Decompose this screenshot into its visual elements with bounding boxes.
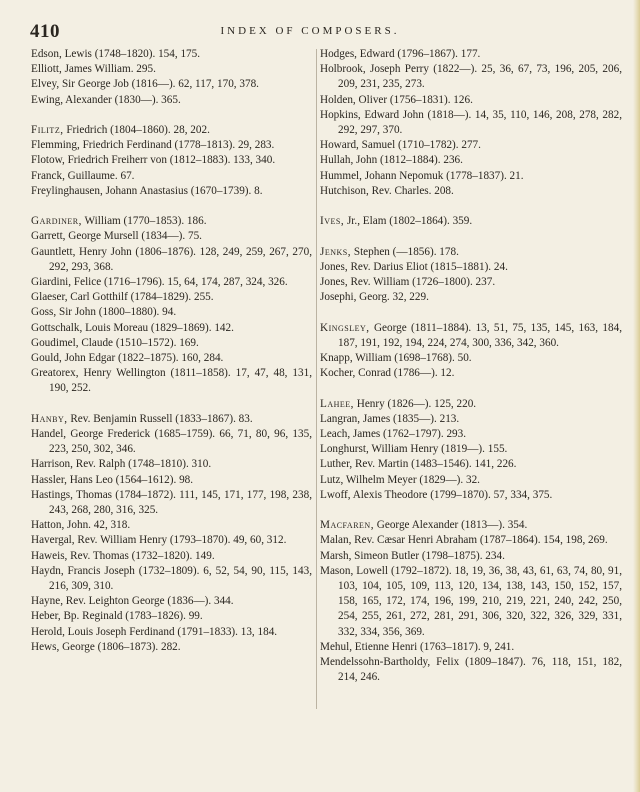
index-entry: [31, 518, 312, 533]
index-entry: [320, 108, 622, 138]
index-entry: [320, 412, 622, 427]
entry-text: Hayne, Rev. Leighton George (1836—). 344.: [31, 595, 234, 608]
entry-text: Elliott, James William. 295.: [31, 63, 156, 76]
entry-text: Rev. Benjamin Russell (1833–1867). 83.: [67, 412, 253, 425]
entry-text: Knapp, William (1698–1768). 50.: [320, 352, 472, 365]
letter-gap: [31, 397, 312, 412]
index-entry: [31, 229, 312, 244]
index-entry: [31, 457, 312, 472]
entry-text: Hodges, Edward (1796–1867). 177.: [320, 48, 481, 60]
entry-text: Jr., Elam (1802–1864). 359.: [344, 215, 473, 228]
letter-lead: Ives,: [320, 215, 345, 228]
entry-text: Josephi, Georg. 32, 229.: [320, 291, 429, 304]
index-entry: [31, 62, 312, 77]
index-entry: [31, 290, 312, 305]
index-entry: [31, 47, 312, 62]
index-entry: [320, 427, 622, 442]
entry-text: Gauntlett, Henry John (1806–1876). 128, 249, 259, 267, 270, 292, 293, 368.: [31, 245, 312, 273]
entry-text: Flemming, Friedrich Ferdinand (1778–1813). 29, 283.: [31, 139, 275, 152]
index-entry: [320, 442, 622, 457]
letter-gap: [31, 199, 312, 214]
entry-text: Glaeser, Carl Gotthilf (1784–1829). 255.: [31, 291, 214, 304]
entry-text: Lutz, Wilhelm Meyer (1829—). 32.: [320, 473, 480, 486]
entry-text: Lwoff, Alexis Theodore (1799–1870). 57, 334, 375.: [320, 488, 553, 501]
entry-text: Luther, Rev. Martin (1483–1546). 141, 226.: [320, 458, 517, 471]
index-entry: [320, 290, 622, 305]
entry-text: Jones, Rev. Darius Eliot (1815–1881). 24.: [320, 260, 508, 273]
index-entry: [320, 457, 622, 472]
index-entry: [320, 640, 622, 655]
index-entry: [320, 184, 622, 199]
index-entry: [320, 488, 622, 503]
entry-text: Freylinghausen, Johann Anastasius (1670–1739). 8.: [31, 184, 263, 197]
entry-text: Harrison, Rev. Ralph (1748–1810). 310.: [31, 458, 212, 471]
entry-text: Howard, Samuel (1710–1782). 277.: [320, 139, 481, 152]
left-column: [31, 47, 312, 655]
page-title: INDEX OF COMPOSERS.: [220, 25, 400, 37]
entry-text: Flotow, Friedrich Freiherr von (1812–1883). 133, 340.: [31, 154, 276, 167]
index-columns: [31, 47, 631, 727]
index-entry: [320, 518, 622, 533]
entry-text: Hews, George (1806–1873). 282.: [31, 640, 181, 653]
index-entry: [31, 214, 312, 229]
index-entry: [31, 275, 312, 290]
entry-text: Herold, Louis Joseph Ferdinand (1791–1833). 13, 184.: [31, 625, 278, 638]
page-number: 410: [30, 21, 60, 42]
letter-lead: Filitz,: [31, 124, 64, 136]
letter-lead: Kingsley,: [320, 321, 370, 334]
entry-text: Hastings, Thomas (1784–1872). 111, 145, 171, 177, 198, 238, 243, 268, 280, 316, 325.: [31, 488, 312, 517]
entry-text: Marsh, Simeon Butler (1798–1875). 234.: [320, 549, 505, 562]
index-entry: [320, 473, 622, 488]
letter-lead: Gardiner,: [31, 215, 82, 228]
index-entry: [320, 260, 622, 275]
entry-text: Goudimel, Claude (1510–1572). 169.: [31, 336, 199, 349]
index-entry: [320, 214, 622, 229]
index-entry: [320, 366, 622, 381]
index-entry: [31, 77, 312, 92]
entry-text: Greatorex, Henry Wellington (1811–1858). 17, 47, 48, 131, 190, 252.: [31, 367, 312, 395]
index-entry: [320, 138, 622, 153]
index-entry: [320, 655, 622, 685]
index-entry: [320, 153, 622, 168]
letter-lead: Jenks,: [320, 245, 352, 258]
index-entry: [31, 488, 312, 518]
entry-text: Jones, Rev. William (1726–1800). 237.: [320, 276, 496, 289]
entry-text: Friedrich (1804–1860). 28, 202.: [63, 124, 210, 136]
letter-lead: Lahee,: [320, 397, 354, 410]
column-divider: [316, 49, 317, 709]
index-entry: [31, 412, 312, 427]
entry-text: Gottschalk, Louis Moreau (1829–1869). 142.: [31, 321, 234, 334]
entry-text: Henry (1826—). 125, 220.: [353, 397, 477, 410]
index-entry: [31, 564, 312, 594]
entry-text: Haweis, Rev. Thomas (1732–1820). 149.: [31, 549, 215, 562]
entry-text: Handel, George Frederick (1685–1759). 66, 71, 80, 96, 135, 223, 250, 302, 346.: [31, 428, 312, 456]
letter-lead: Hanby,: [31, 412, 68, 425]
index-entry: [320, 62, 622, 92]
index-entry: [31, 366, 312, 396]
index-entry: [320, 397, 622, 412]
entry-text: Havergal, Rev. William Henry (1793–1870). 49, 60, 312.: [31, 534, 287, 547]
letter-gap: [320, 229, 622, 244]
index-entry: [320, 533, 622, 548]
entry-text: Gould, John Edgar (1822–1875). 160, 284.: [31, 352, 224, 365]
entry-text: Hassler, Hans Leo (1564–1612). 98.: [31, 473, 194, 486]
letter-gap: [320, 305, 622, 320]
index-entry: [320, 351, 622, 366]
index-entry: [320, 47, 622, 62]
index-entry: [31, 625, 312, 640]
letter-lead: Macfaren,: [320, 519, 374, 532]
entry-text: Edson, Lewis (1748–1820). 154, 175.: [31, 48, 201, 60]
index-entry: [31, 473, 312, 488]
index-entry: [31, 427, 312, 457]
index-entry: [31, 609, 312, 624]
index-entry: [31, 594, 312, 609]
index-entry: [31, 336, 312, 351]
entry-text: William (1770–1853). 186.: [81, 215, 207, 228]
index-entry: [320, 564, 622, 640]
index-entry: [31, 321, 312, 336]
entry-text: Elvey, Sir George Job (1816—). 62, 117, 170, 378.: [31, 78, 259, 91]
entry-text: Longhurst, William Henry (1819—). 155.: [320, 443, 508, 456]
index-entry: [31, 245, 312, 275]
entry-text: Giardini, Felice (1716–1796). 15, 64, 174, 287, 324, 326.: [31, 276, 288, 289]
entry-text: Mehul, Etienne Henri (1763–1817). 9, 241.: [320, 640, 515, 653]
index-entry: [320, 321, 622, 351]
entry-text: Hutchison, Rev. Charles. 208.: [320, 184, 454, 197]
index-entry: [320, 275, 622, 290]
entry-text: Holden, Oliver (1756–1831). 126.: [320, 93, 473, 106]
index-entry: [320, 245, 622, 260]
entry-text: Mason, Lowell (1792–1872). 18, 19, 36, 38, 43, 61, 63, 74, 80, 91, 103, 104, 105, 109, 113, 120, 134, 138, 143, 150, 152, 157, 158, 165, 172, 174, 196, 199, 210, 219, 221, 240, 242, 250, 254, 255, 261, 272, 281, 291, 306, 320, 322, 326, 329, 331, 332, 334, 356, 369.: [320, 564, 622, 638]
entry-text: Malan, Rev. Cæsar Henri Abraham (1787–1864). 154, 198, 269.: [320, 534, 608, 547]
entry-text: Leach, James (1762–1797). 293.: [320, 428, 467, 441]
entry-text: Hummel, Johann Nepomuk (1778–1837). 21.: [320, 169, 524, 182]
index-entry: [320, 93, 622, 108]
index-entry: [31, 549, 312, 564]
entry-text: Goss, Sir John (1800–1880). 94.: [31, 306, 177, 319]
right-column: [320, 47, 622, 685]
index-entry: [31, 305, 312, 320]
index-entry: [31, 169, 312, 184]
entry-text: Langran, James (1835—). 213.: [320, 412, 460, 425]
index-entry: [31, 351, 312, 366]
index-entry: [31, 640, 312, 655]
entry-text: Hopkins, Edward John (1818—). 14, 35, 110, 146, 208, 278, 282, 292, 297, 370.: [320, 108, 622, 137]
page-edge: [633, 0, 640, 792]
letter-gap: [320, 199, 622, 214]
index-entry: [31, 123, 312, 138]
entry-text: Haydn, Francis Joseph (1732–1809). 6, 52, 54, 90, 115, 143, 216, 309, 310.: [31, 564, 312, 593]
entry-text: Holbrook, Joseph Perry (1822—). 25, 36, 67, 73, 196, 205, 206, 209, 231, 235, 273.: [320, 63, 622, 91]
index-entry: [31, 153, 312, 168]
index-entry: [31, 533, 312, 548]
entry-text: Ewing, Alexander (1830—). 365.: [31, 93, 181, 106]
index-entry: [320, 549, 622, 564]
entry-text: George Alexander (1813—). 354.: [374, 519, 528, 532]
entry-text: Kocher, Conrad (1786—). 12.: [320, 367, 455, 380]
index-entry: [31, 184, 312, 199]
entry-text: Hatton, John. 42, 318.: [31, 519, 131, 532]
entry-text: Garrett, George Mursell (1834—). 75.: [31, 230, 202, 243]
entry-text: Stephen (—1856). 178.: [351, 245, 459, 258]
entry-text: George (1811–1884). 13, 51, 75, 135, 145, 163, 184, 187, 191, 192, 194, 224, 274, 300, 336, 342, 360.: [338, 321, 622, 349]
entry-text: Hullah, John (1812–1884). 236.: [320, 154, 463, 167]
entry-text: Heber, Bp. Reginald (1783–1826). 99.: [31, 610, 203, 623]
index-entry: [320, 169, 622, 184]
letter-gap: [320, 381, 622, 396]
entry-text: Mendelssohn-Bartholdy, Felix (1809–1847). 76, 118, 151, 182, 214, 246.: [320, 656, 622, 684]
letter-gap: [320, 503, 622, 518]
index-entry: [31, 93, 312, 108]
letter-gap: [31, 108, 312, 123]
entry-text: Franck, Guillaume. 67.: [31, 169, 135, 182]
index-entry: [31, 138, 312, 153]
